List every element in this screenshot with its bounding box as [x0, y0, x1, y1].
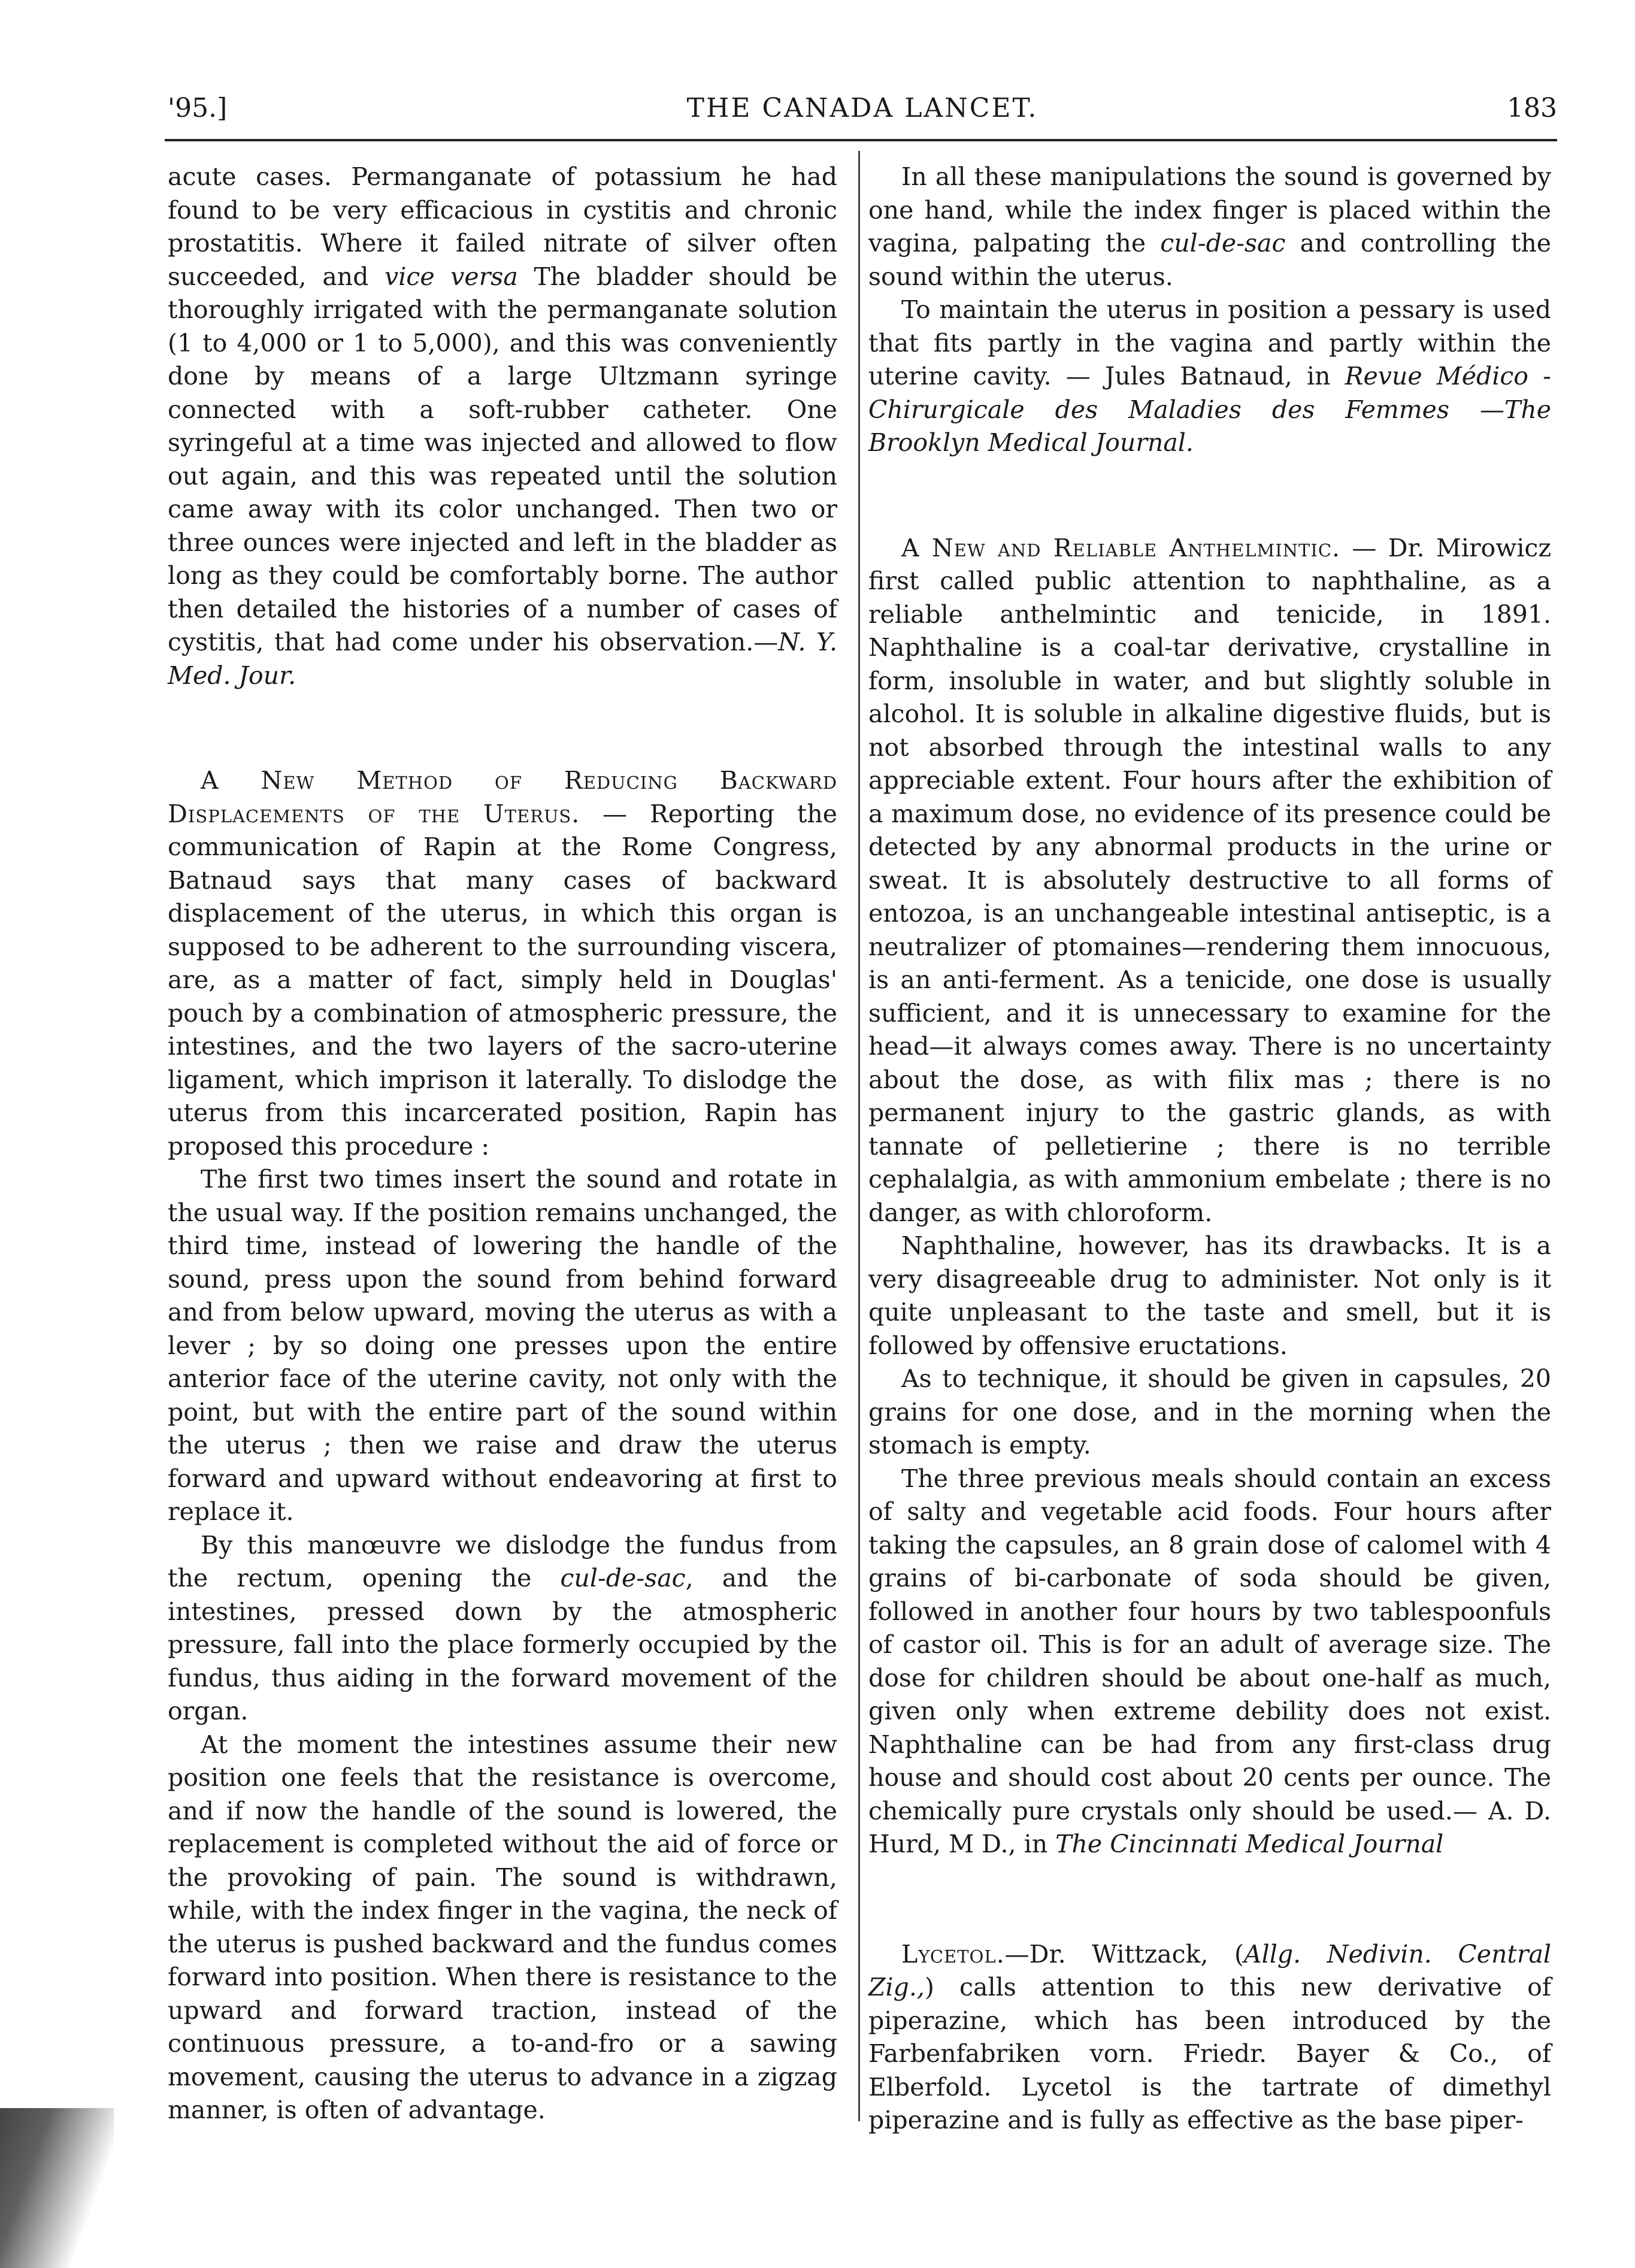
paragraph: Naphthaline, however, has its drawbacks. It is a very disagreeable drug to administer. Not only is it quite unpleasant to the taste and smell, but it is followed by offensive eructations. — [868, 1231, 1551, 1360]
header-year: '95.] — [168, 93, 228, 123]
paragraph: To maintain the uterus in position a pessary is used that fits partly in the vagina and partly within the uterine cavity. — Jules Batnaud, in Revue Médico - Chirurgicale des Maladies des Femmes —The Brooklyn Medical Journal. — [868, 295, 1551, 457]
cystitis-paragraph: acute cases. Permanganate of potassium he had found to be very efficacious in cystitis and chronic prostatitis. Where it failed nitrate of silver often succeeded, and vice versa The bladder should be thoroughly irrigated with the permanganate solution (1 to 4,000 or 1 to 5,000), and this was conveniently done by means of a large Ultzmann syringe connected with a soft-rubber catheter. One syringeful at a time was injected and allowed to flow out again, and this was repeated until the solution came away with its color unchanged. Then two or three ounces were injected and left in the bladder as long as they could be comfortably borne. The author then detailed the histories of a number of cases of cystitis, that had come under his observation.—N. Y. Med. Jour. — [168, 162, 837, 690]
running-header — [168, 93, 1557, 135]
paragraph: By this manœuvre we dislodge the fundus from the rectum, opening the cul-de-sac, and the intestines, pressed down by the atmospheric pressure, fall into the place formerly occupied by the fundus, thus aiding in the forward movement of the organ. — [168, 1530, 837, 1725]
paragraph: The first two times insert the sound and rotate in the usual way. If the position remains unchanged, the third time, instead of lowering the handle of the sound, press upon the sound from behind forward and from below upward, moving the uterus as with a lever ; by so doing one presses upon the entire anterior face of the uterine cavity, not only with the point, but with the entire part of the sound within the uterus ; then we raise and draw the uterus forward and upward without endeavoring at first to replace it. — [168, 1165, 837, 1526]
article-heading: A New Method of Reducing Backward Displacements of the Uterus. — [168, 766, 837, 828]
right-column — [868, 161, 1551, 2137]
article-heading: A New and Reliable Anthelmintic. — [901, 533, 1341, 562]
article-spacer — [868, 460, 1551, 532]
paragraph: In all these manipulations the sound is governed by one hand, while the index finger is placed within the vagina, palpating the cul-de-sac and controlling the sound within the uterus. — [868, 162, 1551, 291]
journal-title: THE CANADA LANCET. — [686, 93, 1038, 123]
uterus-article-lead: A New Method of Reducing Backward Displacements of the Uterus. — Reporting the communication of Rapin at the Rome Congress, Batnaud says that many cases of backward displacement of the uterus, in which this organ is supposed to be adherent to the surrounding viscera, are, as a matter of fact, simply held in Douglas' pouch by a combination of atmospheric pressure, the intestines, and the two layers of the sacro-uterine ligament, which imprison it laterally. To dislodge the uterus from this incarcerated position, Rapin has proposed this procedure : — [168, 766, 837, 1161]
paragraph: At the moment the intestines assume their new position one feels that the resistance is overcome, and if now the handle of the sound is lowered, the replacement is completed without the aid of force or the provoking of pain. The sound is withdrawn, while, with the index finger in the vagina, the neck of the uterus is pushed backward and the fundus comes forward into position. When there is resistance to the upward and forward traction, instead of the continuous pressure, a to-and-fro or a sawing movement, causing the uterus to advance in a zigzag manner, is often of advantage. — [168, 1730, 837, 2124]
anthelmintic-article-lead: A New and Reliable Anthelmintic. — Dr. Mirowicz first called public attention to naphthaline, as a reliable anthelmintic and tenicide, in 1891. Naphthaline is a coal-tar derivative, crystalline in form, insoluble in water, and but slightly soluble in alcohol. It is soluble in alkaline digestive fluids, but is not absorbed through the intestinal walls to any appreciable extent. Four hours after the exhibition of a maximum dose, no evidence of its presence could be detected by any abnormal products in the urine or sweat. It is absolutely destructive to all forms of entozoa, is an unchangeable intestinal antiseptic, is a neutralizer of ptomaines—rendering them innocuous, is an anti-ferment. As a tenicide, one dose is usually sufficient, and it is unnecessary to examine for the head—it always comes away. There is no uncertainty about the dose, as with filix mas ; there is no permanent injury to the gastric glands, as with tannate of pelletierine ; there is no terrible cephalalgia, as with ammonium embelate ; there is no danger, as with chloroform. — [868, 533, 1551, 1227]
left-column — [168, 161, 837, 2127]
paragraph: The three previous meals should contain an excess of salty and vegetable acid foods. Four hours after taking the capsules, an 8 grain dose of calomel with 4 grains of bi-carbonate of soda should be given, followed in another four hours by two tablespoonfuls of castor oil. This is for an adult of average size. The dose for children should be about one-half as much, given only when extreme debility does not exist. Naphthaline can be had from any first-class drug house and should cost about 20 cents per ounce. The chemically pure crystals only should be used.— A. D. Hurd, M D., in The Cincinnati Medical Journal — [868, 1464, 1551, 1858]
paragraph: As to technique, it should be given in capsules, 20 grains for one dose, and in the morning when the stomach is empty. — [868, 1364, 1551, 1459]
article-spacer — [168, 692, 837, 764]
lycetol-article: Lycetol.—Dr. Wittzack, (Allg. Nedivin. Central Zig.,) calls attention to this new derivative of piperazine, which has been introduced by the Farbenfabriken vorn. Friedr. Bayer & Co., of Elberfold. Lycetol is the tartrate of dimethyl piperazine and is fully as effective as the base piper- — [868, 1939, 1552, 2134]
column-divider — [858, 151, 860, 2121]
page-number: 183 — [1507, 93, 1557, 123]
article-spacer — [868, 1861, 1551, 1938]
header-rule — [165, 139, 1557, 141]
scan-shadow — [0, 2108, 114, 2268]
article-heading: Lycetol. — [901, 1939, 1005, 1969]
